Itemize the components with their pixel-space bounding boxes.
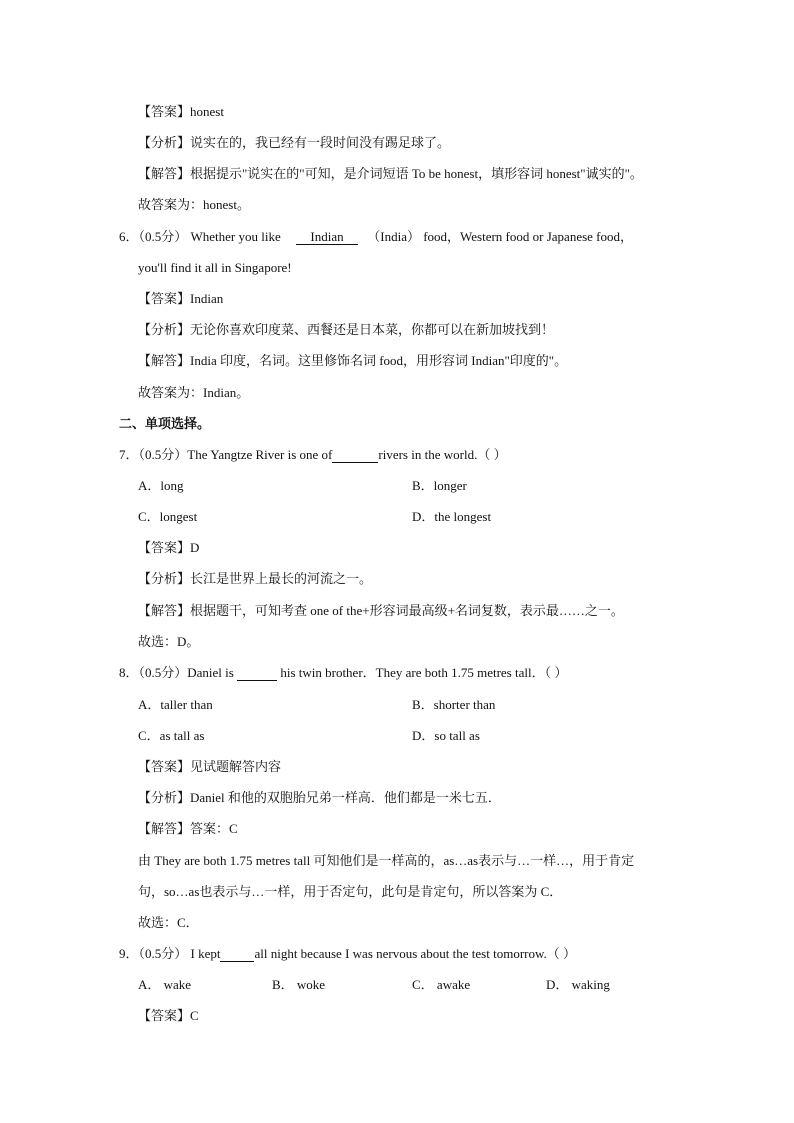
analysis-8: 【分析】Daniel 和他的双胞胎兄弟一样高．他们都是一米七五． xyxy=(138,790,501,805)
section-title: 二、单项选择。 xyxy=(119,416,211,431)
question-7-option-d[interactable]: D．the longest xyxy=(412,509,492,524)
question-8 xyxy=(119,664,567,682)
question-8-option-b[interactable]: B．shorter than xyxy=(412,697,496,712)
question-9-suffix: all night because I was nervous about the test tomorrow.（ ） xyxy=(254,946,577,961)
question-6-line2: you'll find it all in Singapore! xyxy=(138,260,292,275)
solution-7: 【解答】根据题干，可知考查 one of the+形容词最高级+名词复数，表示最……之一。 xyxy=(138,603,624,618)
conclusion-6: 故答案为：Indian。 xyxy=(138,385,250,400)
question-8-suffix: his twin brother．They are both 1.75 metres tall．（ ） xyxy=(280,665,568,680)
question-6 xyxy=(119,228,633,246)
question-7-prefix: 7．（0.5分）The Yangtze River is one of xyxy=(119,447,333,462)
conclusion-5: 故答案为：honest。 xyxy=(138,197,250,212)
analysis-5: 【分析】说实在的，我已经有一段时间没有踢足球了。 xyxy=(138,135,451,150)
question-8-option-c[interactable]: C．as tall as xyxy=(138,728,205,743)
question-7 xyxy=(119,446,507,464)
analysis-6: 【分析】无论你喜欢印度菜、西餐还是日本菜，你都可以在新加坡找到！ xyxy=(138,322,555,337)
answer-8: 【答案】见试题解答内容 xyxy=(138,759,282,774)
solution-5: 【解答】根据提示"说实在的"可知，是介词短语 To be honest，填形容词 honest"诚实的"。 xyxy=(138,166,643,181)
answer-7: 【答案】D xyxy=(138,540,200,555)
explanation-8-line2: 句，so…as也表示与…一样，用于否定句，此句是肯定句，所以答案为 C． xyxy=(138,884,563,899)
question-6-blank: Indian xyxy=(296,229,358,245)
question-7-option-c[interactable]: C．longest xyxy=(138,509,198,524)
question-6-suffix: （India） food，Western food or Japanese food， xyxy=(367,229,633,244)
analysis-7: 【分析】长江是世界上最长的河流之一。 xyxy=(138,571,373,586)
question-9-blank xyxy=(220,946,254,962)
question-8-blank xyxy=(237,665,277,681)
conclusion-7: 故选：D。 xyxy=(138,634,200,649)
question-9 xyxy=(119,945,576,963)
question-7-option-a[interactable]: A．long xyxy=(138,478,184,493)
answer-9: 【答案】C xyxy=(138,1008,199,1023)
question-9-option-b[interactable]: B． woke xyxy=(272,977,326,992)
solution-6: 【解答】India 印度，名词。这里修饰名词 food，用形容词 Indian"印度的"。 xyxy=(138,353,568,368)
question-7-option-b[interactable]: B．longer xyxy=(412,478,467,493)
question-6-prefix: 6．（0.5分） Whether you like xyxy=(119,229,281,244)
question-7-suffix: rivers in the world.（ ） xyxy=(378,447,507,462)
conclusion-8: 故选：C． xyxy=(138,915,199,930)
question-9-option-d[interactable]: D． waking xyxy=(546,977,610,992)
question-8-option-d[interactable]: D．so tall as xyxy=(412,728,480,743)
question-8-prefix: 8．（0.5分）Daniel is xyxy=(119,665,234,680)
answer-5: 【答案】honest xyxy=(138,104,224,119)
question-8-option-a[interactable]: A．taller than xyxy=(138,697,213,712)
question-9-prefix: 9．（0.5分） I kept xyxy=(119,946,221,961)
explanation-8-line1: 由 They are both 1.75 metres tall 可知他们是一样高的，as…as表示与…一样…，用于肯定 xyxy=(138,853,635,868)
question-9-option-c[interactable]: C． awake xyxy=(412,977,471,992)
question-9-option-a[interactable]: A． wake xyxy=(138,977,192,992)
question-7-blank xyxy=(332,447,378,463)
answer-6: 【答案】Indian xyxy=(138,291,224,306)
solution-8: 【解答】答案：C xyxy=(138,821,238,836)
